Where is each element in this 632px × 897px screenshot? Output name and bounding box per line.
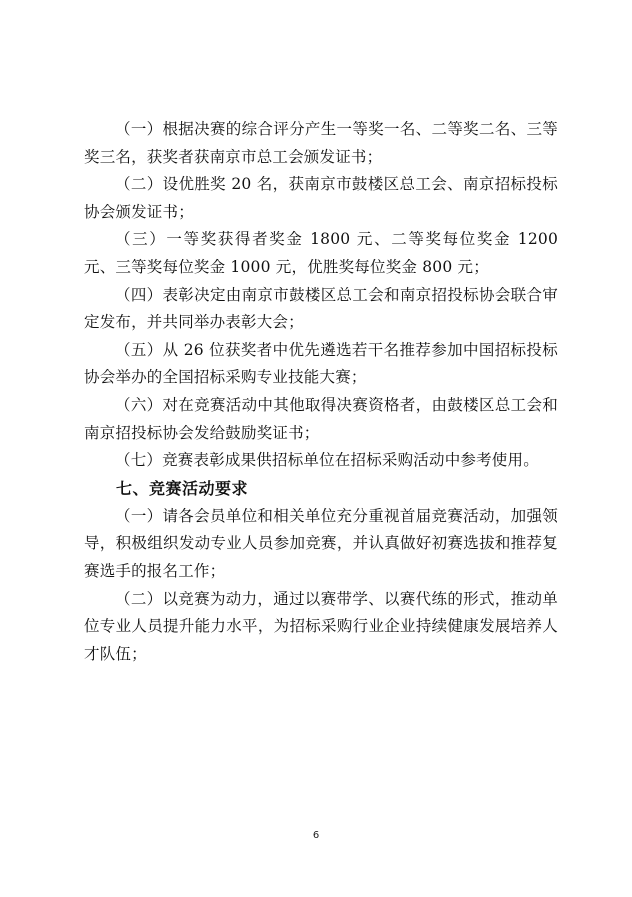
document-body xyxy=(84,116,558,668)
requirement-clause-2: （二）以竞赛为动力，通过以赛带学、以赛代练的形式，推动单位专业人员提升能力水平，为招标采购行业企业持续健康发展培养人才队伍； xyxy=(84,589,558,663)
award-clause-7: （七）竞赛表彰成果供招标单位在招标采购活动中参考使用。 xyxy=(115,451,539,470)
award-clause-4: （四）表彰决定由南京市鼓楼区总工会和南京招投标协会联合审定发布，并共同举办表彰大会； xyxy=(84,285,558,332)
page-number: 6 xyxy=(312,830,320,841)
award-clause-5: （五）从 26 位获奖者中优先遴选若干名推荐参加中国招标投标协会举办的全国招标采购专业技能大赛； xyxy=(84,340,558,387)
award-clause-3: （三）一等奖获得者奖金 1800 元、二等奖每位奖金 1200 元、三等奖每位奖金 1000 元，优胜奖每位奖金 800 元； xyxy=(84,230,558,276)
section-heading: 七、竞赛活动要求 xyxy=(116,478,249,498)
award-clause-2: （二）设优胜奖 20 名，获南京市鼓楼区总工会、南京招标投标协会颁发证书； xyxy=(84,175,558,221)
requirement-clause-1: （一）请各会员单位和相关单位充分重视首届竞赛活动，加强领导，积极组织发动专业人员参加竞赛，并认真做好初赛选拔和推荐复赛选手的报名工作； xyxy=(84,506,558,580)
award-clause-1: （一）根据决赛的综合评分产生一等奖一名、二等奖二名、三等奖三名，获奖者获南京市总工会颁发证书； xyxy=(84,120,558,166)
award-clause-6: （六）对在竞赛活动中其他取得决赛资格者，由鼓楼区总工会和南京招投标协会发给鼓励奖证书； xyxy=(84,395,558,442)
